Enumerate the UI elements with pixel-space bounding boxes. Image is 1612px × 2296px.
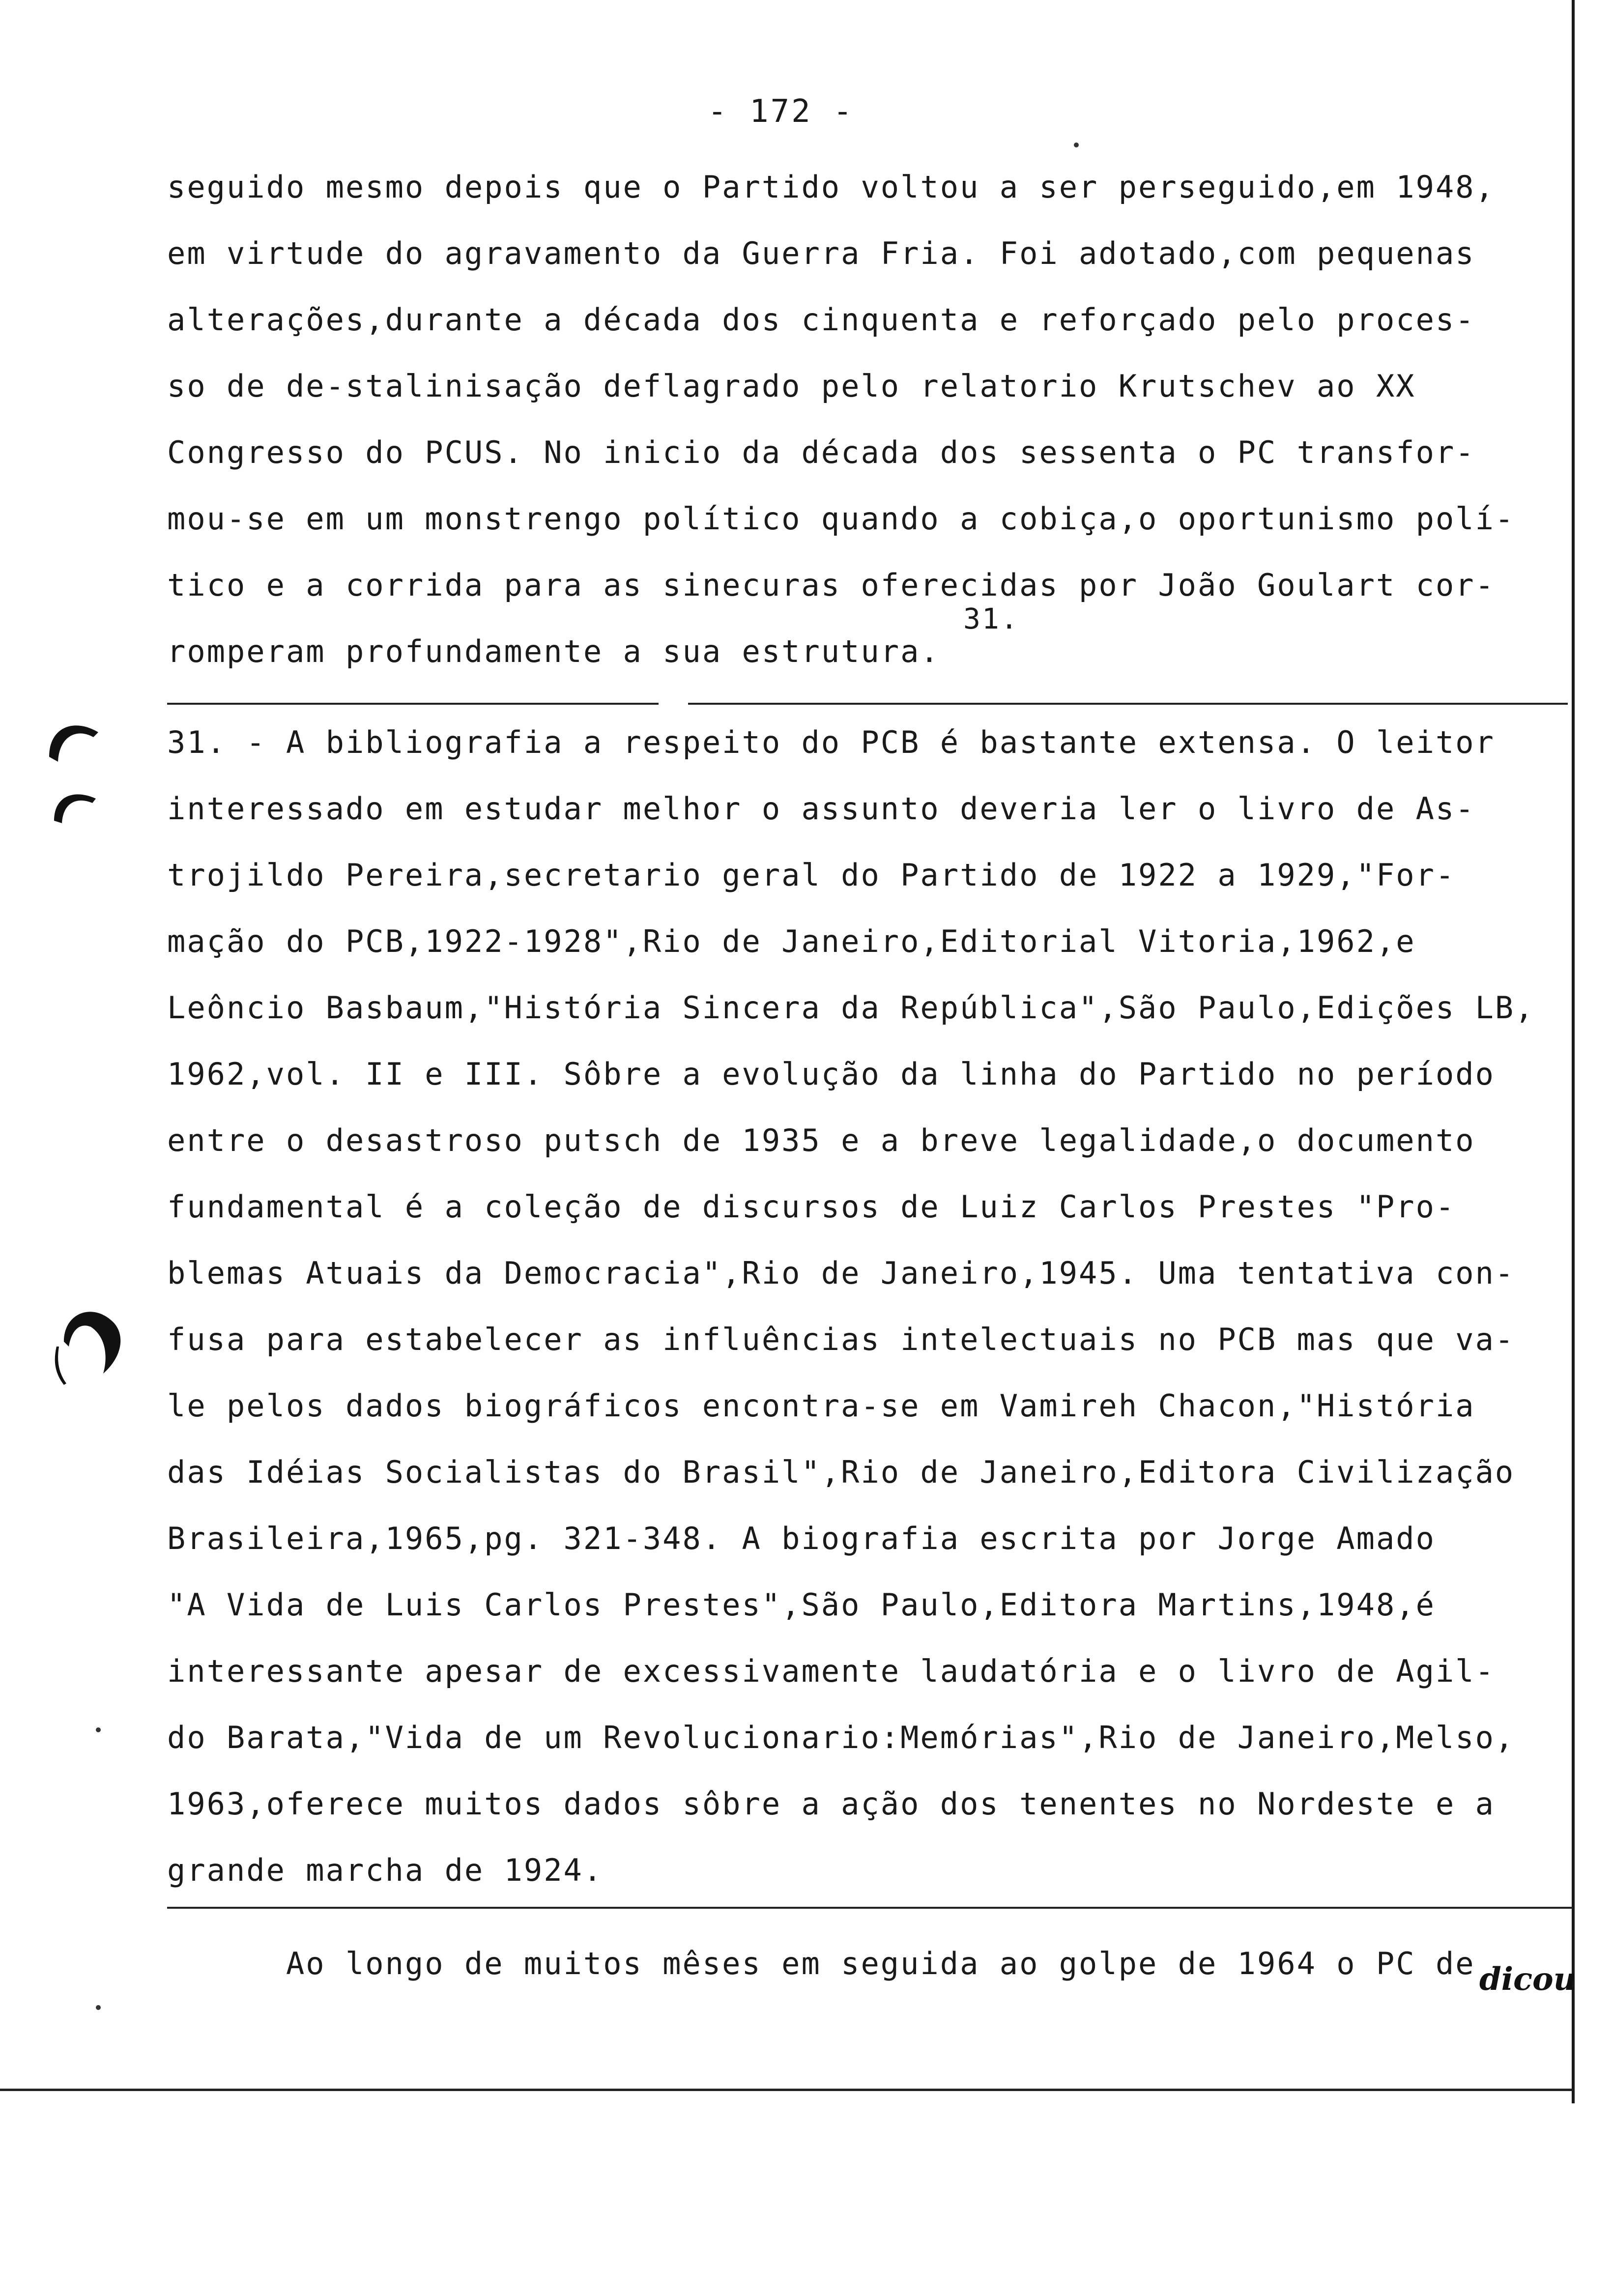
footnote-line: Brasileira,1965,pg. 321-348. A biografia escrita por Jorge Amado xyxy=(167,1521,1436,1556)
page-number: - 172 - xyxy=(708,93,854,130)
footnote-rule-left xyxy=(167,703,659,705)
body-line: romperam profundamente a sua estrutura. xyxy=(167,633,940,669)
body-line: seguido mesmo depois que o Partido voltou a ser perseguido,em 1948, xyxy=(167,169,1495,205)
body-line: Ao longo de muitos mêses em seguida ao golpe de 1964 o PC de xyxy=(167,1946,1475,1981)
body-line: Congresso do PCUS. No inicio da década dos sessenta o PC transfor- xyxy=(167,434,1475,470)
footnote-line: trojildo Pereira,secretario geral do Partido de 1922 a 1929,"For- xyxy=(167,857,1456,893)
footnote-line: fundamental é a coleção de discursos de Luiz Carlos Prestes "Pro- xyxy=(167,1189,1456,1225)
footnote-line: interessado em estudar melhor o assunto deveria ler o livro de As- xyxy=(167,791,1475,827)
footnote-line: "A Vida de Luis Carlos Prestes",São Paulo,Editora Martins,1948,é xyxy=(167,1587,1436,1623)
punch-hole-mark-top xyxy=(39,698,113,855)
footnote-line: blemas Atuais da Democracia",Rio de Janeiro,1945. Uma tentativa con- xyxy=(167,1255,1515,1291)
footnote-line: fusa para estabelecer as influências intelectuais no PCB mas que va- xyxy=(167,1321,1515,1357)
footnote-line: 1962,vol. II e III. Sôbre a evolução da linha do Partido no período xyxy=(167,1056,1495,1092)
handwritten-annotation: dicou xyxy=(1479,1961,1577,1998)
body-line: em virtude do agravamento da Guerra Fria. Foi adotado,com pequenas xyxy=(167,235,1475,271)
footnote-line: interessante apesar de excessivamente laudatória e o livro de Agil- xyxy=(167,1653,1495,1689)
footnote-line: grande marcha de 1924. xyxy=(167,1852,604,1888)
footnote-line: das Idéias Socialistas do Brasil",Rio de Janeiro,Editora Civilização xyxy=(167,1454,1515,1490)
bottom-rule xyxy=(0,2089,1573,2091)
body-line: so de de-stalinisação deflagrado pelo relatorio Krutschev ao XX xyxy=(167,368,1416,404)
footnote-line: Leôncio Basbaum,"História Sincera da República",São Paulo,Edições LB, xyxy=(167,990,1535,1026)
footnote-line: mação do PCB,1922-1928",Rio de Janeiro,Editorial Vitoria,1962,e xyxy=(167,923,1416,959)
footnote-reference: 31. xyxy=(963,602,1019,635)
margin-line xyxy=(1572,0,1575,2103)
speck xyxy=(96,1727,101,1732)
footnote-line: 1963,oferece muitos dados sôbre a ação dos tenentes no Nordeste e a xyxy=(167,1786,1495,1822)
footnote-rule-right xyxy=(688,703,1568,705)
body-line: tico e a corrida para as sinecuras oferecidas por João Goulart cor- xyxy=(167,567,1495,603)
punch-hole-mark-bottom xyxy=(44,1288,143,1386)
footnote-line: 31. - A bibliografia a respeito do PCB é bastante extensa. O leitor xyxy=(167,724,1495,760)
section-rule xyxy=(167,1907,1573,1909)
body-line: mou-se em um monstrengo político quando a cobiça,o oportunismo polí- xyxy=(167,501,1515,537)
footnote-line: entre o desastroso putsch de 1935 e a breve legalidade,o documento xyxy=(167,1122,1475,1158)
body-line: alterações,durante a década dos cinquenta e reforçado pelo proces- xyxy=(167,302,1475,338)
footnote-line: do Barata,"Vida de um Revolucionario:Memórias",Rio de Janeiro,Melso, xyxy=(167,1720,1515,1755)
speck xyxy=(96,2005,101,2010)
speck xyxy=(1074,143,1079,147)
footnote-line: le pelos dados biográficos encontra-se em Vamireh Chacon,"História xyxy=(167,1388,1475,1424)
